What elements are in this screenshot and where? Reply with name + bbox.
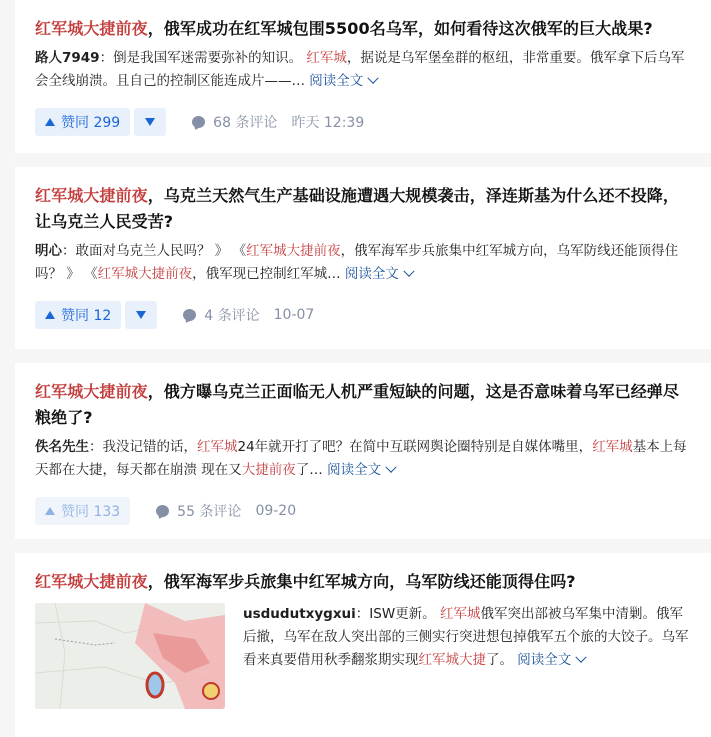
triangle-down-icon (136, 311, 146, 319)
read-more-label: 阅读全文 (309, 73, 364, 89)
card-title[interactable] (35, 183, 691, 235)
card-title[interactable] (35, 569, 691, 595)
excerpt-highlight: 红军城 (592, 439, 633, 455)
chevron-down-icon (403, 266, 414, 277)
excerpt-highlight: 红军城 (197, 439, 238, 455)
excerpt-text: 了。 (486, 652, 518, 668)
title-highlight: 红军城大捷前夜 (35, 186, 148, 205)
card-excerpt[interactable] (35, 436, 691, 482)
chevron-down-icon (576, 652, 587, 663)
timestamp: 10-07 (273, 307, 315, 323)
excerpt-text: ：敢面对乌克兰人民吗？ 》 《 (62, 243, 247, 259)
triangle-up-icon (45, 118, 55, 126)
chevron-down-icon (385, 462, 396, 473)
upvote-button[interactable] (35, 497, 130, 525)
triangle-up-icon (45, 507, 55, 515)
triangle-up-icon (45, 311, 55, 319)
title-text: ，乌克兰天然气生产基础设施遭遇大规模袭击，泽连斯基为什么还不投降，让乌克兰人民受苦? (35, 186, 680, 231)
feed-card (15, 0, 711, 153)
excerpt-highlight: 红军城 (439, 606, 481, 622)
downvote-button[interactable] (134, 108, 166, 136)
excerpt-text: ，俄军海军步兵旅集中红军城方向，乌军防线还能顶得住吗？ 》 《 (35, 243, 679, 282)
card-title[interactable] (35, 16, 691, 42)
comment-count: 55 条评论 (177, 504, 242, 520)
comment-bubble-icon (183, 309, 196, 321)
feed-card (15, 167, 711, 349)
read-more-link[interactable] (327, 462, 395, 478)
comment-bubble-icon (156, 505, 169, 517)
upvote-button[interactable] (35, 108, 130, 136)
downvote-button[interactable] (125, 301, 157, 329)
excerpt-highlight: 红军城大捷 (418, 652, 486, 668)
read-more-label: 阅读全文 (344, 266, 399, 282)
comment-count: 4 条评论 (204, 308, 260, 324)
upvote-button[interactable] (35, 301, 121, 329)
excerpt-text: 俄军突出部被乌军集中清剿。俄军后撤，乌军在敌人突出部的三侧实行突进想包掉俄军五个旅的大饺子。乌军看来真要借用秋季翻浆期实现 (243, 606, 689, 668)
map-image (35, 603, 225, 709)
action-bar (35, 107, 691, 137)
chevron-down-icon (368, 73, 379, 84)
excerpt-text: ：ISW更新。 (355, 606, 440, 622)
excerpt-highlight: 红军城大捷前夜 (246, 243, 341, 259)
author-name: 明心 (35, 243, 62, 259)
vote-count: 赞同 133 (61, 504, 121, 520)
feed-card (15, 363, 711, 539)
card-excerpt[interactable] (243, 603, 691, 709)
excerpt-text: ：我没记错的话， (89, 439, 197, 455)
excerpt-highlight: 红军城 (306, 50, 347, 66)
author-name: usdudutxygxui (243, 606, 356, 622)
excerpt-highlight: 大捷前夜 (241, 462, 296, 478)
card-excerpt[interactable] (35, 240, 691, 286)
timestamp: 昨天 12:39 (291, 115, 365, 131)
read-more-link[interactable] (345, 266, 413, 282)
excerpt-text: 24年就开打了吧？在简中互联网舆论圈特别是自媒体嘴里， (237, 439, 593, 455)
excerpt-highlight: 红军城大捷前夜 (97, 266, 193, 282)
comments-link[interactable] (183, 305, 259, 325)
read-more-link[interactable] (517, 652, 585, 668)
excerpt-text: ，俄军现已控制红军城… (192, 266, 345, 282)
excerpt-text: 基本上每天都在大捷，每天都在崩溃 现在又 (35, 439, 687, 478)
card-excerpt[interactable] (35, 47, 691, 93)
vote-count: 赞同 299 (61, 115, 121, 131)
card-title[interactable] (35, 379, 691, 431)
comments-link[interactable] (192, 112, 277, 132)
read-more-link[interactable] (309, 73, 377, 89)
excerpt-text: ：倒是我国军迷需要弥补的知识。 (99, 50, 307, 66)
action-bar (35, 300, 691, 330)
comment-count: 68 条评论 (213, 115, 278, 131)
comment-bubble-icon (192, 116, 205, 128)
comments-link[interactable] (156, 501, 241, 521)
vote-count: 赞同 12 (61, 308, 112, 324)
title-text: ，俄军海军步兵旅集中红军城方向，乌军防线还能顶得住吗? (147, 572, 576, 591)
triangle-down-icon (145, 118, 155, 126)
map-thumbnail[interactable] (35, 603, 225, 709)
action-bar (35, 496, 691, 526)
title-text: ，俄军成功在红军城包围5500名乌军，如何看待这次俄军的巨大战果? (147, 19, 653, 38)
title-highlight: 红军城大捷前夜 (35, 19, 148, 38)
feed-card (15, 553, 711, 737)
excerpt-with-thumbnail (35, 603, 691, 709)
read-more-label: 阅读全文 (517, 652, 572, 668)
author-name: 佚名先生 (35, 439, 89, 455)
author-name: 路人7949 (35, 50, 100, 66)
timestamp: 09-20 (255, 503, 297, 519)
excerpt-text: 了… (295, 462, 328, 478)
title-highlight: 红军城大捷前夜 (35, 572, 148, 591)
title-text: ，俄方曝乌克兰正面临无人机严重短缺的问题，这是否意味着乌军已经弹尽粮绝了? (35, 382, 680, 427)
read-more-label: 阅读全文 (327, 462, 382, 478)
excerpt-text: ，据说是乌军堡垒群的枢纽，非常重要。俄军拿下后乌军会全线崩溃。且自己的控制区能连成片——… (35, 50, 685, 89)
title-highlight: 红军城大捷前夜 (35, 382, 148, 401)
